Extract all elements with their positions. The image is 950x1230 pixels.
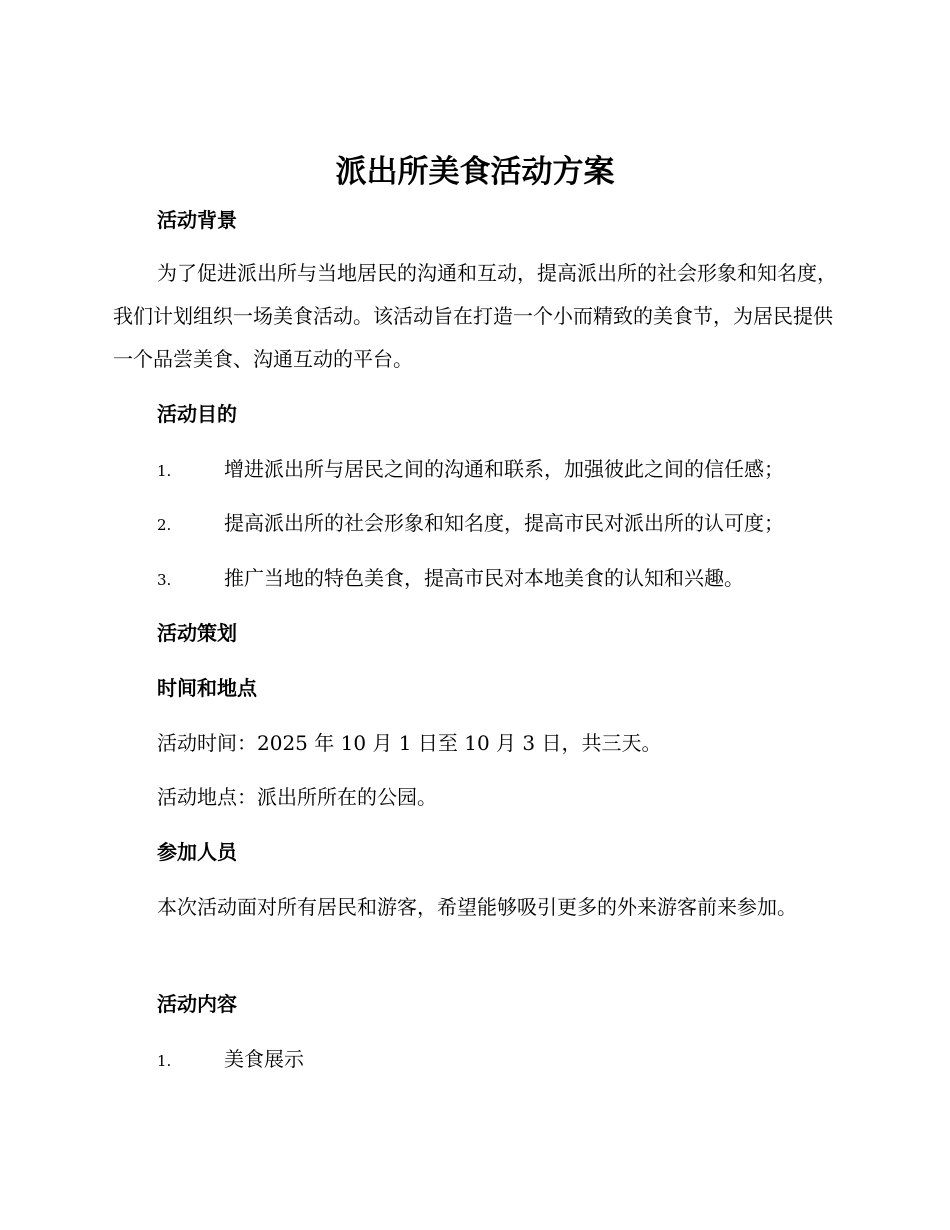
list-text: 美食展示 xyxy=(224,1047,304,1071)
heading-time-place: 时间和地点 xyxy=(157,676,257,700)
heading-purpose: 活动目的 xyxy=(157,402,237,426)
activity-place: 活动地点：派出所所在的公园。 xyxy=(157,785,437,809)
heading-planning: 活动策划 xyxy=(157,621,237,645)
paragraph-background: 为了促进派出所与当地居民的沟通和互动，提高派出所的社会形象和知名度，我们计划组织一场美食活动。该活动旨在打造一个小而精致的美食节，为居民提供一个品尝美食、沟通互动的平台。 xyxy=(113,261,837,371)
heading-background: 活动背景 xyxy=(157,208,237,232)
list-number: 3. xyxy=(157,571,172,589)
heading-content: 活动内容 xyxy=(157,992,237,1016)
list-text: 增进派出所与居民之间的沟通和联系，加强彼此之间的信任感； xyxy=(224,457,784,481)
activity-time: 活动时间：2025 年 10 月 1 日至 10 月 3 日，共三天。 xyxy=(157,731,662,755)
heading-participants: 参加人员 xyxy=(157,840,237,864)
paragraph-participants: 本次活动面对所有居民和游客，希望能够吸引更多的外来游客前来参加。 xyxy=(157,895,797,919)
list-number: 1. xyxy=(157,462,172,480)
list-text: 提高派出所的社会形象和知名度，提高市民对派出所的认可度； xyxy=(224,511,784,535)
document-title: 派出所美食活动方案 xyxy=(335,154,615,190)
list-number: 2. xyxy=(157,516,172,534)
list-text: 推广当地的特色美食，提高市民对本地美食的认知和兴趣。 xyxy=(224,566,744,590)
list-number: 1. xyxy=(157,1052,172,1070)
